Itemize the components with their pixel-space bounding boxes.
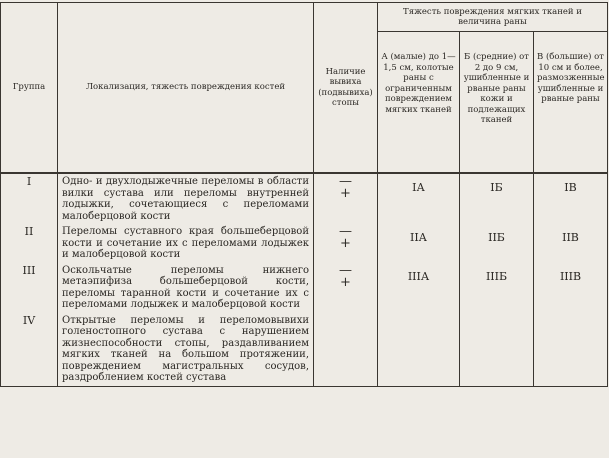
table-row [1, 263, 608, 313]
mark-plus: + [340, 274, 351, 290]
header-severity: Тяжесть повреждения мягких тканей и величина раны [378, 3, 608, 32]
row-group: III [1, 263, 58, 313]
row-localization: Открытые переломы и переломовывихи голеностопного сустава с нарушением жизнеспособности стопы, раздавливанием мягких тканей на большом протяжении, повреждением магистральных сосудов, раздроблением костей сустава [58, 313, 314, 387]
row-class-b [460, 313, 534, 387]
mark-plus: + [340, 186, 351, 201]
table-row [1, 173, 608, 224]
row-class-b: IIIБ [460, 263, 534, 313]
row-localization: Оскольчатые переломы нижнего метаэпифиза большеберцовой кости, переломы таранной кости и сочетание их с переломами лодыжек и малоберцовой кости [58, 263, 314, 313]
mark-plus: + [340, 236, 351, 251]
row-class-v [534, 313, 608, 387]
table-header [1, 3, 608, 174]
table-row [1, 224, 608, 263]
row-class-b: IIБ [460, 224, 534, 263]
row-dislocation-marks [314, 263, 378, 313]
row-dislocation-marks [314, 313, 378, 387]
row-localization: Переломы суставного края большеберцовой кости и сочетание их с переломами лодыжек и малоберцовой кости [58, 224, 314, 263]
row-dislocation-marks [314, 173, 378, 224]
table-row [1, 313, 608, 387]
header-group: Группа [1, 3, 58, 174]
row-localization: Одно- и двухлодыжечные переломы в области вилки сустава или переломы внутренней лодыжки, сочетающиеся с переломами малоберцовой кости [58, 173, 314, 224]
mark-minus: — [339, 174, 352, 189]
row-class-a: IIIА [378, 263, 460, 313]
row-class-a [378, 313, 460, 387]
header-col-v: В (большие) от 10 см и более, размозженные ушибленные и рваные раны [534, 32, 608, 174]
header-col-b: Б (средние) от 2 до 9 см, ушибленные и рваные раны кожи и подлежащих тканей [460, 32, 534, 174]
row-group: I [1, 173, 58, 224]
mark-minus: — [339, 262, 352, 278]
mark-minus: — [339, 224, 352, 239]
row-class-a: IА [378, 173, 460, 224]
header-col-a: А (малые) до 1—1,5 см, колотые раны с ограниченным повреждением мягких тканей [378, 32, 460, 174]
classification-table [0, 2, 608, 387]
row-group: IV [1, 313, 58, 387]
header-localization: Локализация, тяжесть повреждения костей [58, 3, 314, 174]
row-class-v: IIВ [534, 224, 608, 263]
row-class-a: IIА [378, 224, 460, 263]
row-group: II [1, 224, 58, 263]
row-class-v: IIIВ [534, 263, 608, 313]
row-dislocation-marks [314, 224, 378, 263]
header-dislocation: Наличие вывиха (подвывиха) стопы [314, 3, 378, 174]
row-class-v: IВ [534, 173, 608, 224]
row-class-b: IБ [460, 173, 534, 224]
